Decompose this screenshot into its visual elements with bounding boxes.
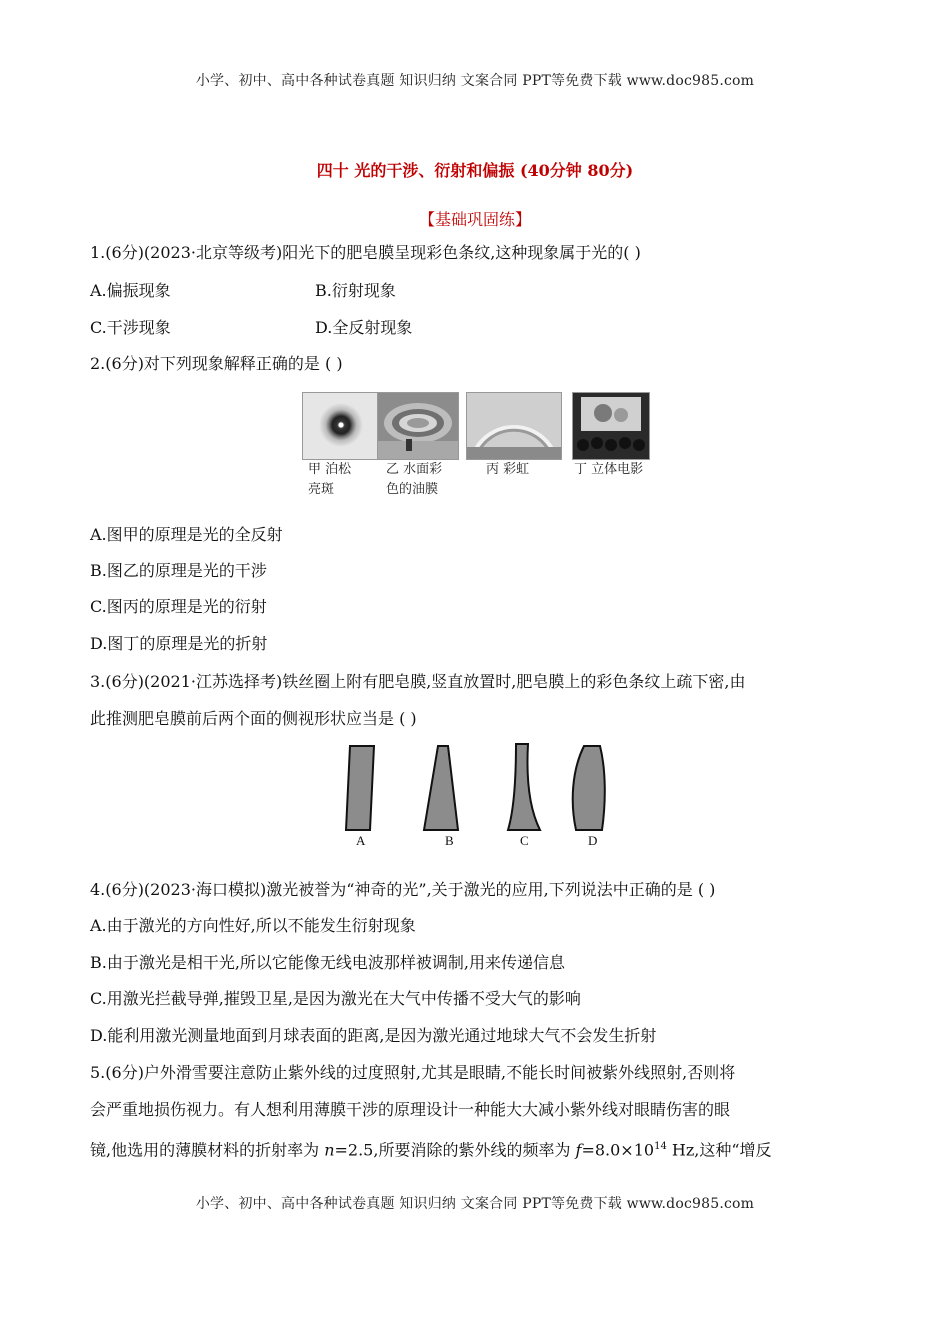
- q5-text-c: =8.0×10: [581, 1140, 655, 1160]
- q5-text-d: Hz,这种“增反: [666, 1140, 772, 1160]
- page-header: 小学、初中、高中各种试卷真题 知识归纳 文案合同 PPT等免费下载 www.doc985.com: [195, 73, 755, 89]
- q1-option-c: C.干涉现象: [90, 318, 171, 337]
- q2-option-b: B.图乙的原理是光的干涉: [90, 561, 267, 580]
- q1-option-a: A.偏振现象: [90, 281, 171, 300]
- q5-var-f: f: [575, 1140, 582, 1160]
- label-c: C: [520, 833, 529, 848]
- caption-yi: [386, 460, 442, 500]
- q5-exponent: 14: [654, 1141, 667, 1152]
- q5-stem-line2: 会严重地损伤视力。有人想利用薄膜干涉的原理设计一种能大大减小紫外线对眼睛伤害的眼: [90, 1100, 731, 1119]
- q2-option-a: A.图甲的原理是光的全反射: [90, 525, 283, 544]
- q1-option-d: D.全反射现象: [315, 318, 413, 337]
- q4-option-d: D.能利用激光测量地面到月球表面的距离,是因为激光通过地球大气不会发生折射: [90, 1026, 657, 1045]
- page-footer: 小学、初中、高中各种试卷真题 知识归纳 文案合同 PPT等免费下载 www.doc985.com: [195, 1196, 755, 1212]
- label-a: A: [356, 833, 366, 848]
- q3-stem-line2: 此推测肥皂膜前后两个面的侧视形状应当是 ( ): [90, 709, 417, 728]
- q4-option-c: C.用激光拦截导弹,摧毁卫星,是因为激光在大气中传播不受大气的影响: [90, 989, 581, 1008]
- q2-stem: 2.(6分)对下列现象解释正确的是 ( ): [90, 354, 343, 373]
- profile-b: [424, 746, 458, 830]
- section-heading: 【基础巩固练】: [418, 210, 531, 229]
- label-b: B: [445, 833, 454, 848]
- q1-options-row2: [90, 318, 865, 338]
- caption-bing: 丙 彩虹: [486, 462, 530, 477]
- oil-film-image: [377, 392, 459, 460]
- caption-ding: 丁 立体电影: [574, 462, 644, 477]
- label-d: D: [588, 833, 598, 848]
- caption-yi-line1: 乙 水面彩: [386, 462, 443, 477]
- profile-c: [508, 744, 540, 830]
- q3-figure: [330, 740, 630, 852]
- 3d-movie-image: [572, 392, 650, 460]
- q5-text-a: 镜,他选用的薄膜材料的折射率为: [90, 1140, 325, 1160]
- caption-yi-line2: 色的油膜: [386, 482, 439, 497]
- profile-a: [346, 746, 374, 830]
- q4-option-b: B.由于激光是相干光,所以它能像无线电波那样被调制,用来传递信息: [90, 953, 566, 972]
- q2-figure: [302, 392, 662, 504]
- caption-jia-line2: 亮斑: [308, 482, 335, 497]
- q4-option-a: A.由于激光的方向性好,所以不能发生衍射现象: [90, 916, 416, 935]
- poisson-spot-image: [302, 392, 380, 460]
- q5-stem-line3: [90, 1137, 865, 1160]
- film-profiles: [330, 740, 630, 832]
- q1-stem: 1.(6分)(2023·北京等级考)阳光下的肥皂膜呈现彩色条纹,这种现象属于光的( ): [90, 243, 641, 262]
- rainbow-image: [466, 392, 562, 460]
- q5-stem-line1: 5.(6分)户外滑雪要注意防止紫外线的过度照射,尤其是眼睛,不能长时间被紫外线照射,否则将: [90, 1063, 736, 1082]
- q1-option-b: B.衍射现象: [315, 281, 396, 300]
- q2-option-d: D.图丁的原理是光的折射: [90, 634, 268, 653]
- q2-option-c: C.图丙的原理是光的衍射: [90, 597, 267, 616]
- caption-jia: [308, 460, 351, 500]
- q5-var-n: n: [324, 1140, 335, 1160]
- page-title: 四十 光的干涉、衍射和偏振 (40分钟 80分): [316, 161, 634, 180]
- q1-options-row1: [90, 281, 865, 301]
- caption-jia-line1: 甲 泊松: [308, 462, 352, 477]
- q4-stem: 4.(6分)(2023·海口模拟)激光被誉为“神奇的光”,关于激光的应用,下列说法中正确的是 ( ): [90, 880, 716, 899]
- q5-text-b: =2.5,所要消除的紫外线的频率为: [334, 1140, 576, 1160]
- q3-stem-line1: 3.(6分)(2021·江苏选择考)铁丝圈上附有肥皂膜,竖直放置时,肥皂膜上的彩色条纹上疏下密,由: [90, 672, 746, 691]
- profile-d: [573, 746, 605, 830]
